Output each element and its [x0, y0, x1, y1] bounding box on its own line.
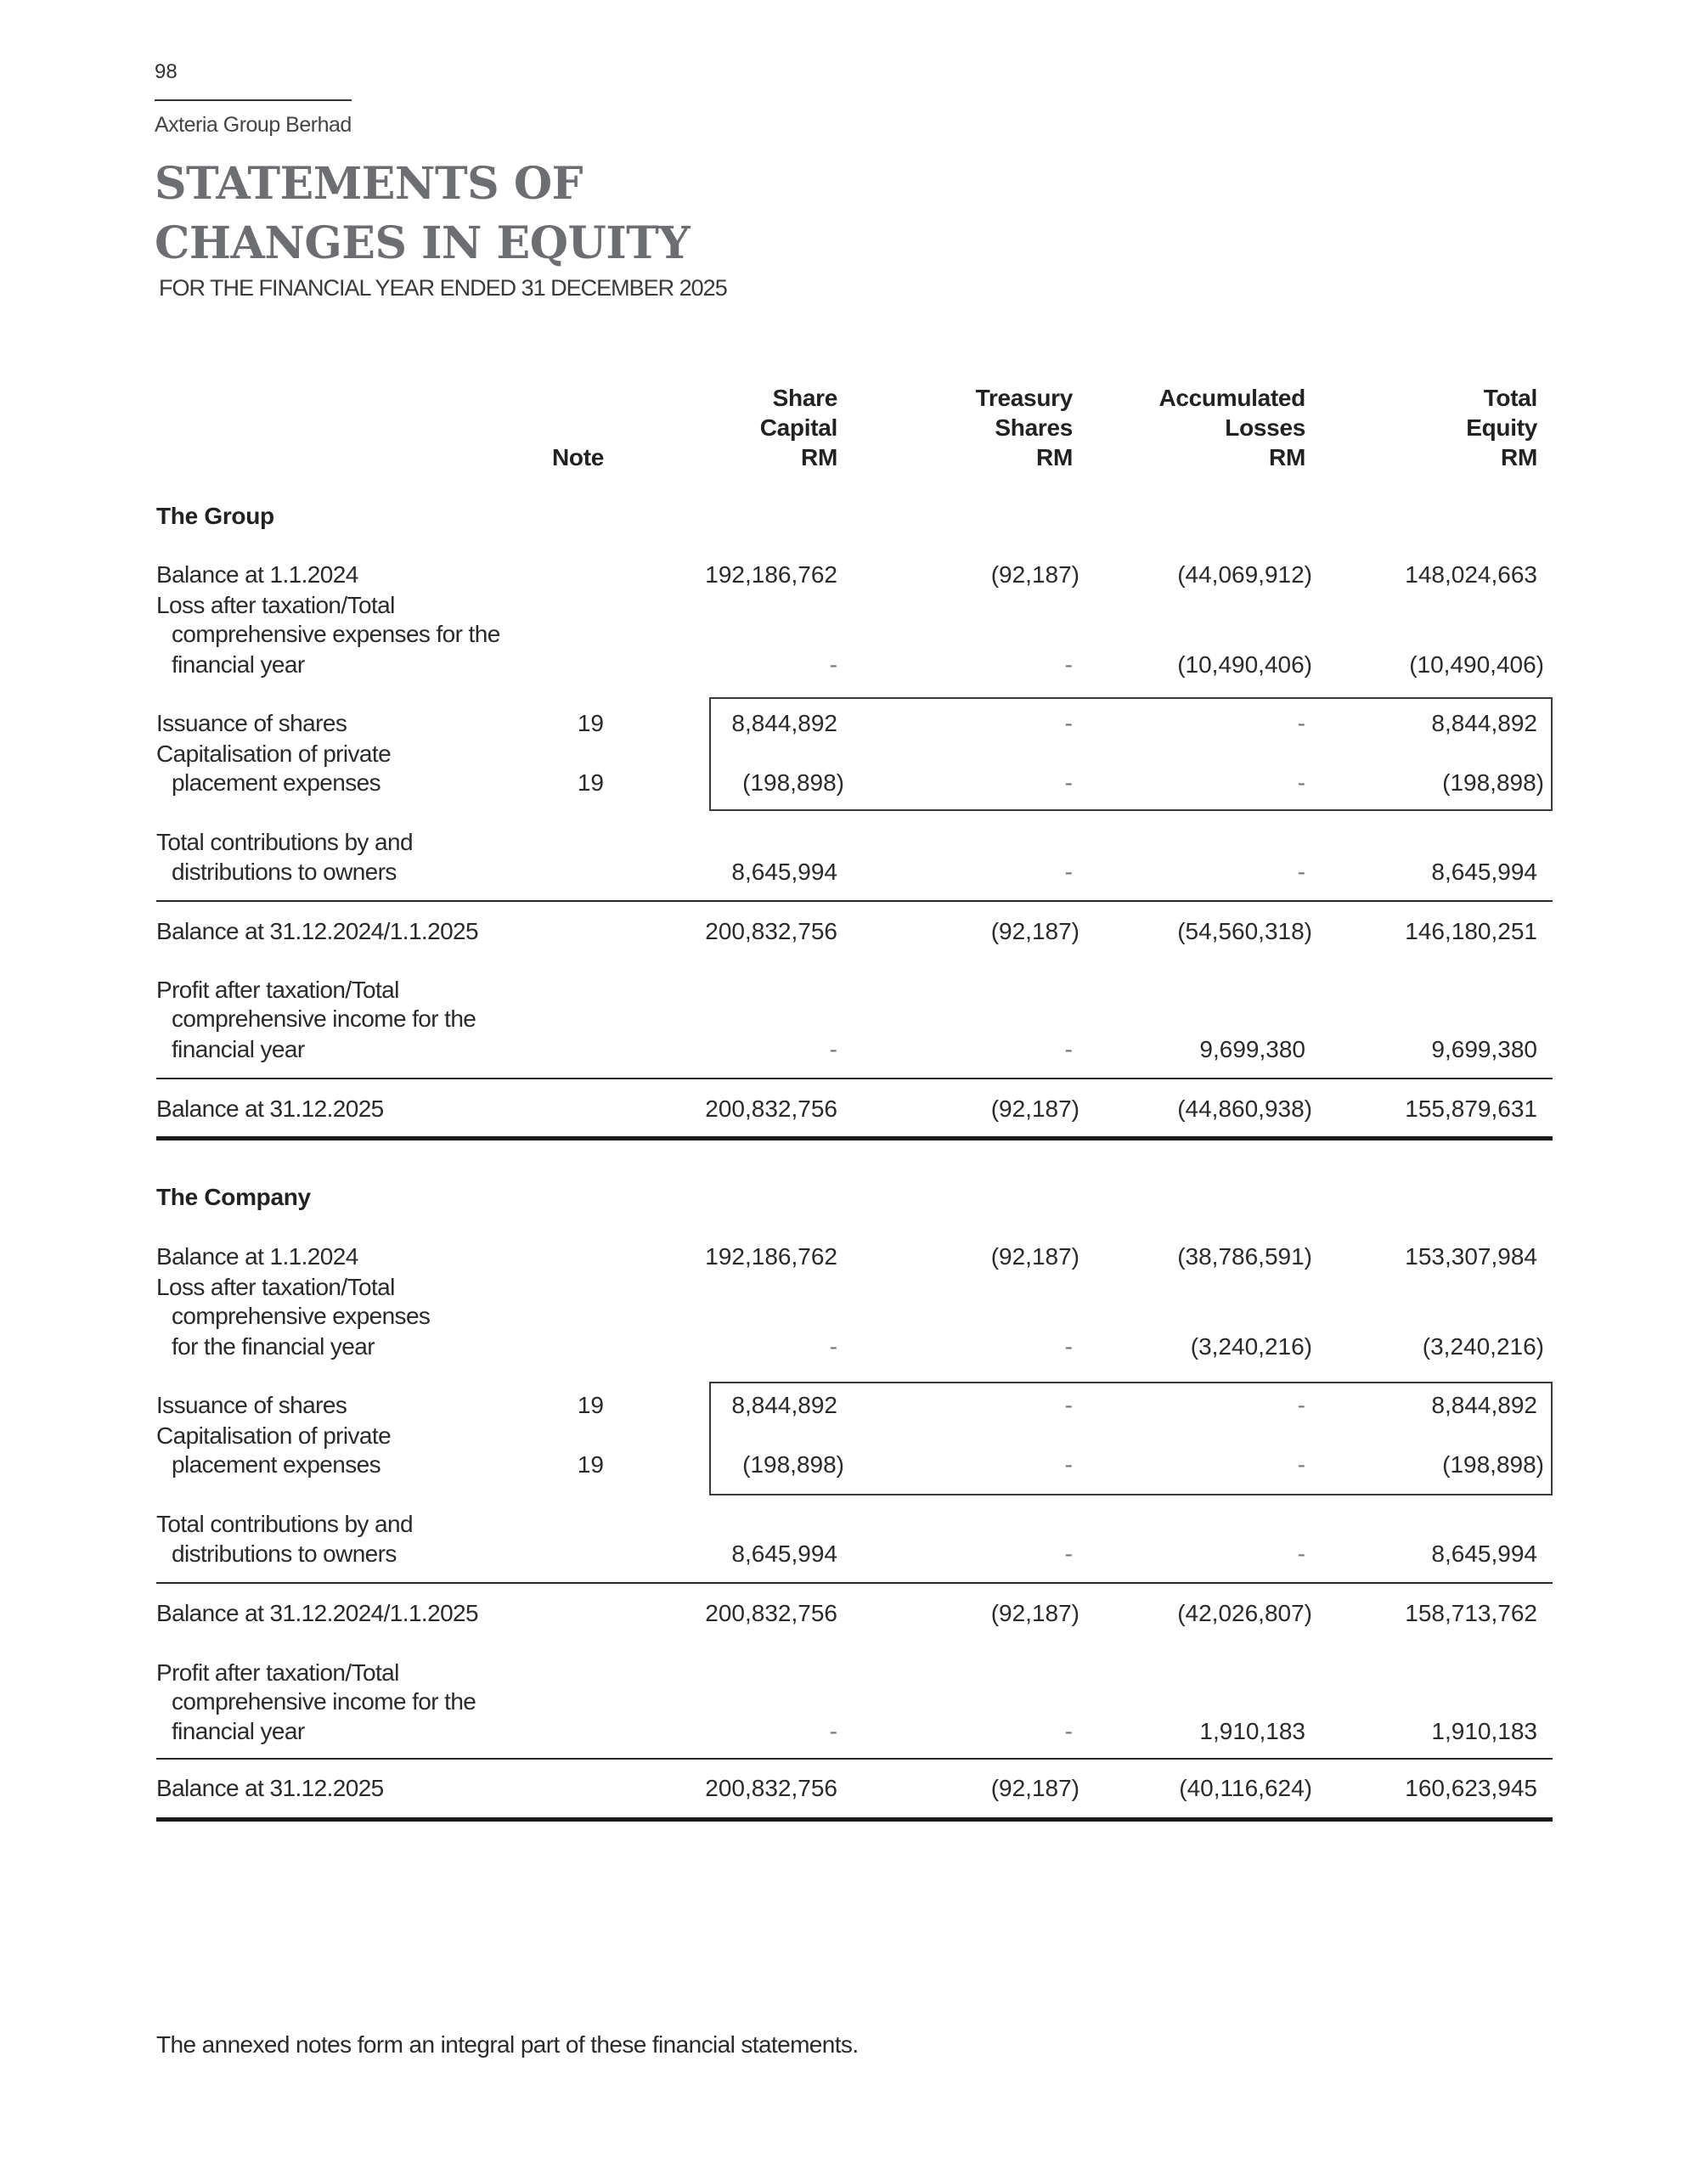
- table-row: financial year - - 9,699,380 9,699,380: [172, 1036, 1537, 1062]
- col-total-equity-l1: Total: [1483, 385, 1537, 411]
- footer-note: The annexed notes form an integral part of these financial statements.: [156, 2031, 859, 2058]
- table-row: Issuance of shares 19 8,844,892 - - 8,844,892: [156, 710, 1537, 736]
- section-end-rule: [156, 1817, 1553, 1822]
- col-total-equity-unit: RM: [1501, 444, 1537, 470]
- page-subtitle: FOR THE FINANCIAL YEAR ENDED 31 DECEMBER 2025: [159, 275, 727, 301]
- row-divider: [156, 1758, 1553, 1760]
- row-divider: [156, 900, 1553, 902]
- col-total-equity-l2: Equity: [1466, 414, 1537, 441]
- table-row: Balance at 31.12.2025 200,832,756 (92,187) (40,116,624) 160,623,945: [156, 1775, 1537, 1801]
- col-share-capital-l1: Share: [772, 385, 837, 411]
- table-row: distributions to owners 8,645,994 - - 8,645,994: [172, 859, 1537, 885]
- row-divider: [156, 1582, 1553, 1584]
- table-row: Issuance of shares 19 8,844,892 - - 8,844,892: [156, 1392, 1537, 1418]
- col-treasury-shares-l1: Treasury: [975, 385, 1073, 411]
- section-title-group: The Group: [156, 503, 274, 529]
- section-end-rule: [156, 1136, 1553, 1141]
- company-name: Axteria Group Berhad: [155, 113, 352, 137]
- table-row: distributions to owners 8,645,994 - - 8,645,994: [172, 1540, 1537, 1567]
- table-row: financial year - - 1,910,183 1,910,183: [172, 1718, 1537, 1744]
- table-row: financial year - - (10,490,406) (10,490,406): [172, 651, 1544, 678]
- section-title-company: The Company: [156, 1184, 311, 1210]
- col-note: Note: [551, 444, 604, 470]
- col-treasury-shares-l2: Shares: [995, 414, 1073, 441]
- col-share-capital-l2: Capital: [759, 414, 837, 441]
- col-accumulated-losses-l2: Losses: [1225, 414, 1305, 441]
- title-line-1: STATEMENTS OF: [155, 158, 583, 210]
- header-divider: [155, 99, 352, 101]
- table-row: Balance at 1.1.2024 192,186,762 (92,187) (38,786,591) 153,307,984: [156, 1243, 1537, 1270]
- col-treasury-shares-unit: RM: [1036, 444, 1073, 470]
- table-row: Balance at 31.12.2024/1.1.2025 200,832,756 (92,187) (42,026,807) 158,713,762: [156, 1600, 1537, 1626]
- table-row: Balance at 1.1.2024 192,186,762 (92,187) (44,069,912) 148,024,663: [156, 561, 1537, 588]
- col-accumulated-losses-l1: Accumulated: [1158, 385, 1305, 411]
- page-number: 98: [155, 60, 178, 83]
- title-line-2: CHANGES IN EQUITY: [155, 217, 690, 269]
- page-title: [155, 155, 690, 273]
- table-row: placement expenses 19 (198,898) - - (198,898): [172, 769, 1544, 796]
- table-row: for the financial year - - (3,240,216) (3,240,216): [172, 1333, 1544, 1360]
- table-row: placement expenses 19 (198,898) - - (198,898): [172, 1451, 1544, 1478]
- table-row: Balance at 31.12.2024/1.1.2025 200,832,756 (92,187) (54,560,318) 146,180,251: [156, 918, 1537, 944]
- row-divider: [156, 1078, 1553, 1079]
- col-share-capital-unit: RM: [801, 444, 837, 470]
- col-accumulated-losses-unit: RM: [1269, 444, 1305, 470]
- table-row: Balance at 31.12.2025 200,832,756 (92,187) (44,860,938) 155,879,631: [156, 1095, 1537, 1122]
